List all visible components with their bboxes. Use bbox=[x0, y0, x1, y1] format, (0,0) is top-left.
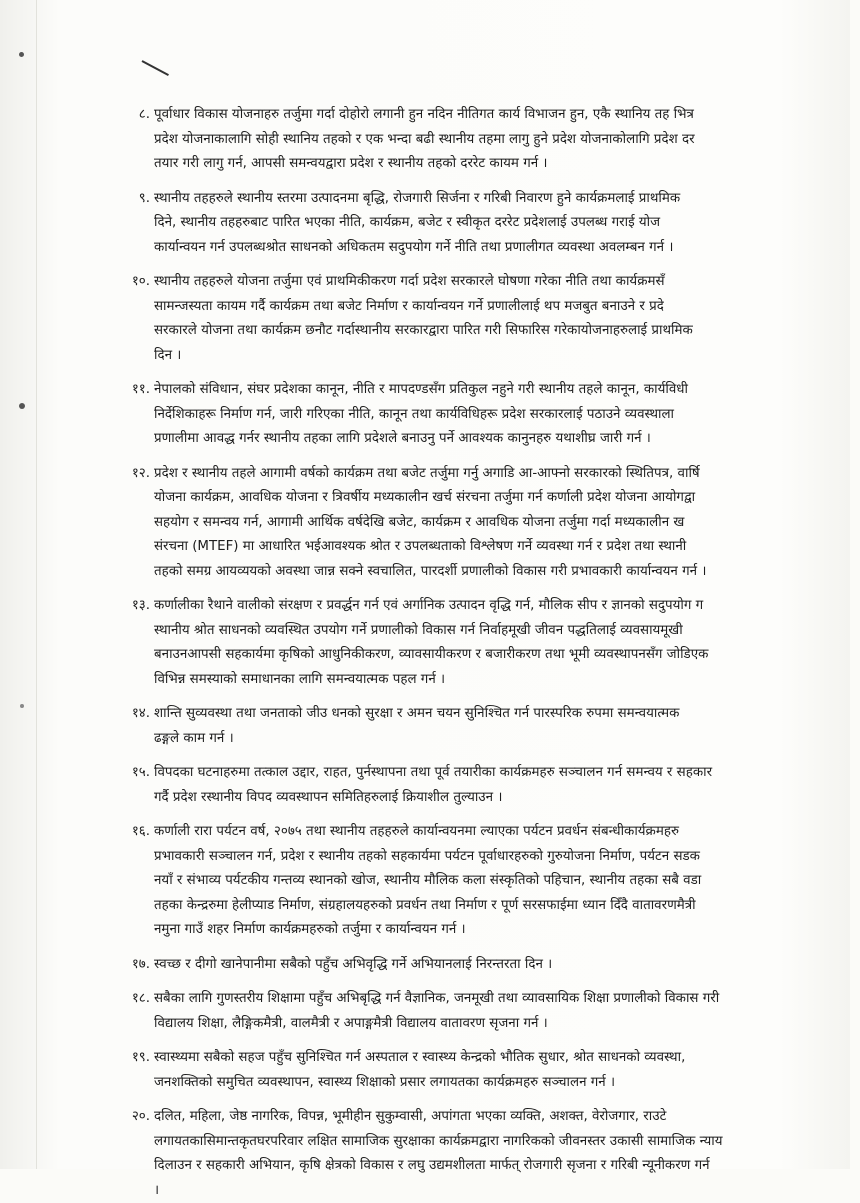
item-text-line: सहयोग र समन्वय गर्न, आगामी आर्थिक वर्षदेखि बजेट, कार्यक्रम र आवधिक योजना तर्जुमा गर्दा मध्यकालीन ख bbox=[154, 511, 860, 536]
item-text-line: कर्णालीका रैथाने वालीको संरक्षण र प्रवर्द्धन गर्न एवं अर्गानिक उत्पादन वृद्धि गर्न, मौलिक सीप र ज्ञानको सदुपयोग ग bbox=[154, 594, 860, 619]
item-text-line: स्वच्छ र दीगो खानेपानीमा सबैको पहुँच अभिवृद्धि गर्ने अभियानलाई निरन्तरता दिन । bbox=[154, 953, 860, 978]
item-number: २०. bbox=[120, 1105, 154, 1130]
item-text-line: स्थानीय तहहरुले योजना तर्जुमा एवं प्राथमिकीकरण गर्दा प्रदेश सरकारले घोषणा गरेका नीति तथा कार्यक्रमसँ bbox=[154, 270, 860, 295]
item-number: ९. bbox=[120, 187, 154, 212]
item-text-line: संरचना (MTEF) मा आधारित भईआवश्यक श्रोत र उपलब्धताको विश्लेषण गर्ने व्यवस्था गर्न र प्रदेश तथा स्थानी bbox=[154, 535, 860, 560]
item-text-line: स्थानीय तहहरुले स्थानीय स्तरमा उत्पादनमा बृद्धि, रोजगारी सिर्जना र गरिबी निवारण हुने कार्यक्रमलाई प्राथमिक bbox=[154, 187, 860, 212]
document-body bbox=[120, 103, 860, 1163]
item-number: १३. bbox=[120, 594, 154, 619]
punch-hole bbox=[19, 52, 24, 57]
item-text-line: गर्दै प्रदेश रस्थानीय विपद व्यवस्थापन समितिहरुलाई क्रियाशील तुल्याउन । bbox=[154, 786, 860, 811]
item-text-line: नमुना गाउँ शहर निर्माण कार्यक्रमहरुको तर्जुमा र कार्यान्वयन गर्न । bbox=[154, 918, 860, 943]
policy-item bbox=[120, 103, 860, 177]
item-text-line: दिने, स्थानीय तहहरुबाट पारित भएका नीति, कार्यक्रम, बजेट र स्वीकृत दररेट प्रदेशलाई उपलब्ध गराई योज bbox=[154, 211, 860, 236]
policy-item bbox=[120, 820, 860, 943]
item-text-line: स्वास्थ्यमा सबैको सहज पहुँच सुनिश्चित गर्न अस्पताल र स्वास्थ्य केन्द्रको भौतिक सुधार, श्रोत साधनको व्यवस्था, bbox=[154, 1046, 860, 1071]
item-text-line: तयार गरी लागु गर्न, आपसी समन्वयद्वारा प्रदेश र स्थानीय तहको दररेट कायम गर्न । bbox=[154, 152, 860, 177]
policy-item bbox=[120, 1105, 860, 1203]
item-number: ८. bbox=[120, 103, 154, 128]
item-text-line: जनशक्तिको समुचित व्यवस्थापन, स्वास्थ्य शिक्षाको प्रसार लगायतका कार्यक्रमहरु सञ्चालन गर्न । bbox=[154, 1071, 860, 1096]
item-text-line: शान्ति सुव्यवस्था तथा जनताको जीउ धनको सुरक्षा र अमन चयन सुनिश्चित गर्न पारस्परिक रुपमा समन्वयात्मक bbox=[154, 702, 860, 727]
policy-item bbox=[120, 702, 860, 751]
policy-item bbox=[120, 987, 860, 1036]
item-text-line: दिलाउन र सहकारी अभियान, कृषि क्षेत्रको विकास र लघु उद्यमशीलता मार्फत् रोजगारी सृजना र गरिबी न्यूनीकरण गर्न bbox=[154, 1154, 860, 1179]
item-text-line: तहको समग्र आयव्ययको अवस्था जान्न सक्ने स्वचालित, पारदर्शी प्रणालीको विकास गरी प्रभावकारी कार्यान्वयन गर्न । bbox=[154, 560, 860, 585]
item-text-line: कर्णाली रारा पर्यटन वर्ष, २०७५ तथा स्थानीय तहहरुले कार्यान्वयनमा ल्याएका पर्यटन प्रवर्धन संबन्धीकार्यक्रमहरु bbox=[154, 820, 860, 845]
item-number: १२. bbox=[120, 462, 154, 487]
punch-hole bbox=[20, 704, 24, 708]
item-text-line: पूर्वाधार विकास योजनाहरु तर्जुमा गर्दा दोहोरो लगानी हुन नदिन नीतिगत कार्य विभाजन हुन, एकै स्थानिय तह भित्र bbox=[154, 103, 860, 128]
item-text-line: विपदका घटनाहरुमा तत्काल उद्दार, राहत, पुर्नस्थापना तथा पूर्व तयारीका कार्यक्रमहरु सञ्चालन गर्न समन्वय र सहकार bbox=[154, 761, 860, 786]
item-text-line: दलित, महिला, जेष्ठ नागरिक, विपन्न, भूमीहीन सुकुम्वासी, अपांगता भएका व्यक्ति, अशक्त, वेरोजगार, राउटे bbox=[154, 1105, 860, 1130]
policy-item bbox=[120, 462, 860, 585]
item-number: १७. bbox=[120, 953, 154, 978]
item-number: १९. bbox=[120, 1046, 154, 1071]
item-text-line: विभिन्न समस्याको समाधानका लागि समन्वयात्मक पहल गर्न । bbox=[154, 668, 860, 693]
punch-hole bbox=[19, 403, 25, 409]
item-text-line: स्थानीय श्रोत साधनको व्यवस्थित उपयोग गर्ने प्रणालीको विकास गर्न निर्वाहमूखी जीवन पद्धतिलाई व्यवसायमूखी bbox=[154, 619, 860, 644]
policy-item bbox=[120, 953, 860, 978]
item-text-line: निर्देशिकाहरू निर्माण गर्न, जारी गरिएका नीति, कानून तथा कार्यविधिहरू प्रदेश सरकारलाई पठाउने व्यवस्थाला bbox=[154, 403, 860, 428]
item-text-line: ढङ्गले काम गर्न । bbox=[154, 727, 860, 752]
item-number: १४. bbox=[120, 702, 154, 727]
item-number: १८. bbox=[120, 987, 154, 1012]
policy-item bbox=[120, 761, 860, 810]
item-text-line: सरकारले योजना तथा कार्यक्रम छनौट गर्दास्थानीय सरकारद्वारा पारित गरी सिफारिस गरेकायोजनाहरुलाई प्राथमिक bbox=[154, 319, 860, 344]
policy-item bbox=[120, 594, 860, 692]
item-text-line: लगायतकासिमान्तकृतघरपरिवार लक्षित सामाजिक सुरक्षाका कार्यक्रमद्वारा नागरिकको जीवनस्तर उकासी सामाजिक न्याय bbox=[154, 1130, 860, 1155]
item-text-line: सामन्जस्यता कायम गर्दै कार्यक्रम तथा बजेट निर्माण र कार्यान्वयन गर्ने प्रणालीलाई थप मजबुत बनाउने र प्रदे bbox=[154, 295, 860, 320]
policy-item bbox=[120, 187, 860, 261]
item-text-line: प्रभावकारी सञ्चालन गर्न, प्रदेश र स्थानीय तहको सहकार्यमा पर्यटन पूर्वाधारहरुको गुरुयोजना निर्माण, पर्यटन सडक bbox=[154, 845, 860, 870]
item-text-line: प्रणालीमा आवद्ध गर्नर स्थानीय तहका लागि प्रदेशले बनाउनु पर्ने आवश्यक कानुनहरु यथाशीघ्र जारी गर्न । bbox=[154, 427, 860, 452]
policy-item bbox=[120, 378, 860, 452]
page-edge bbox=[36, 0, 37, 1169]
item-number: १६. bbox=[120, 820, 154, 845]
item-text-line: प्रदेश योजनाकालागि सोही स्थानिय तहको र एक भन्दा बढी स्थानीय तहमा लागु हुने प्रदेश योजनाकोलागि प्रदेश दर bbox=[154, 128, 860, 153]
policy-item bbox=[120, 270, 860, 368]
item-text-line: योजना कार्यक्रम, आवधिक योजना र त्रिवर्षीय मध्यकालीन खर्च संरचना तर्जुमा गर्न कर्णाली प्रदेश योजना आयोगद्वा bbox=[154, 486, 860, 511]
item-text-line: । bbox=[154, 1179, 860, 1203]
item-number: ११. bbox=[120, 378, 154, 403]
pen-mark bbox=[142, 60, 169, 76]
item-text-line: बनाउनआपसी सहकार्यमा कृषिको आधुनिकीकरण, व्यावसायीकरण र बजारीकरण तथा भूमी व्यवस्थापनसँग जोडिएक bbox=[154, 643, 860, 668]
item-text-line: सबैका लागि गुणस्तरीय शिक्षामा पहुँच अभिबृद्धि गर्न वैज्ञानिक, जनमूखी तथा व्यावसायिक शिक्षा प्रणालीको विकास गरी bbox=[154, 987, 860, 1012]
policy-item bbox=[120, 1046, 860, 1095]
item-text-line: नेपालको संविधान, संघर प्रदेशका कानून, नीति र मापदण्डसँग प्रतिकुल नहुने गरी स्थानीय तहले कानून, कार्यविधी bbox=[154, 378, 860, 403]
item-number: १०. bbox=[120, 270, 154, 295]
item-text-line: विद्यालय शिक्षा, लैङ्गिकमैत्री, वालमैत्री र अपाङ्गमैत्री विद्यालय वातावरण सृजना गर्न । bbox=[154, 1012, 860, 1037]
item-number: १५. bbox=[120, 761, 154, 786]
item-text-line: प्रदेश र स्थानीय तहले आगामी वर्षको कार्यक्रम तथा बजेट तर्जुमा गर्नु अगाडि आ-आफ्नो सरकारको स्थितिपत्र, वार्षि bbox=[154, 462, 860, 487]
item-text-line: कार्यान्वयन गर्न उपलब्धश्रोत साधनको अधिकतम सदुपयोग गर्ने नीति तथा प्रणालीगत व्यवस्था अवलम्बन गर्न । bbox=[154, 236, 860, 261]
item-text-line: नयाँ र संभाव्य पर्यटकीय गन्तव्य स्थानको खोज, स्थानीय मौलिक कला संस्कृतिको पहिचान, स्थानीय तहका सबै वडा bbox=[154, 869, 860, 894]
item-text-line: दिन । bbox=[154, 344, 860, 369]
item-text-line: तहका केन्द्ररुमा हेलीप्याड निर्माण, संग्रहालयहरुको प्रवर्धन तथा निर्माण र पूर्ण सरसफाईमा ध्यान दिँदै वातावरणमैत्री bbox=[154, 894, 860, 919]
